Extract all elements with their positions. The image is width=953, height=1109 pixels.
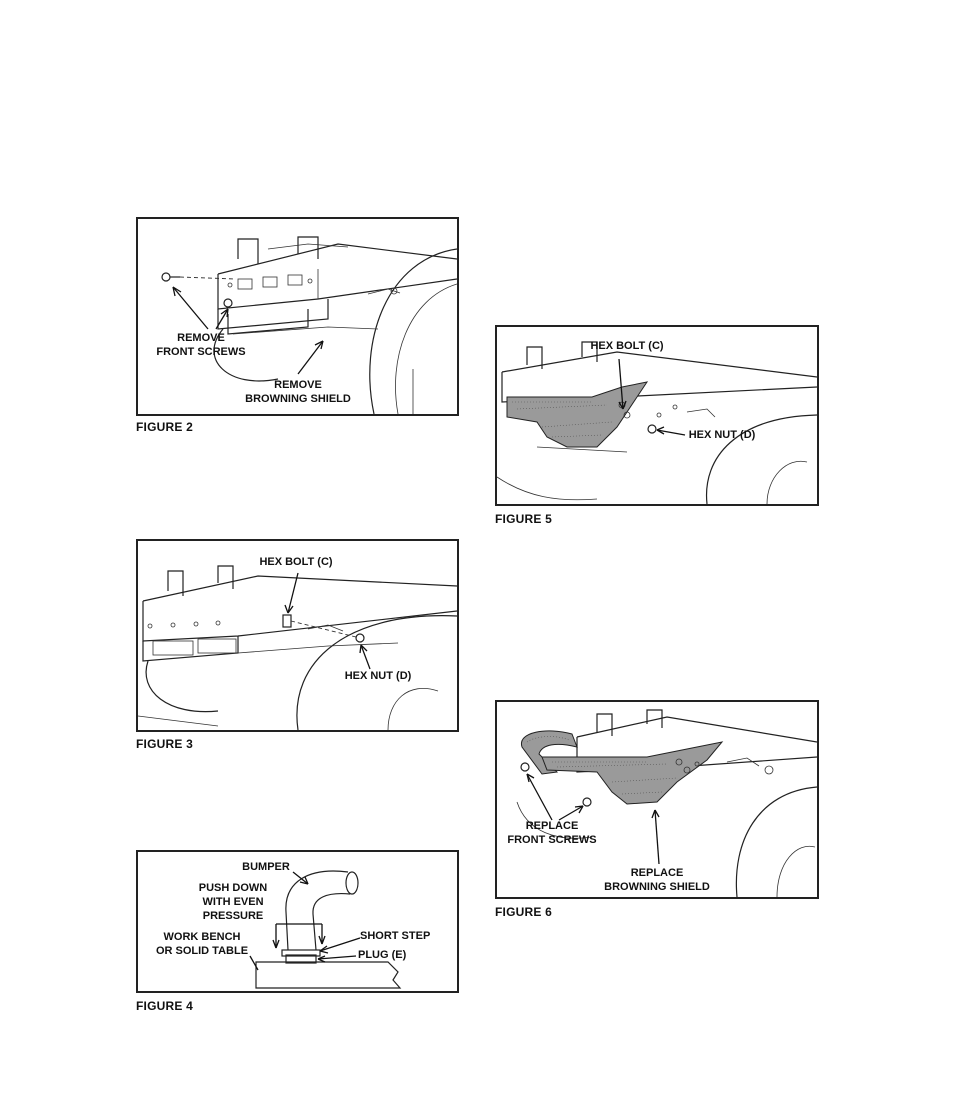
replace-front-screws-label bbox=[497, 819, 607, 847]
replace-browning-shield-label bbox=[597, 866, 717, 894]
figure-2-caption: FIGURE 2 bbox=[136, 420, 193, 434]
figure-6-illustration bbox=[495, 700, 819, 899]
label-line: OR SOLID TABLE bbox=[155, 945, 249, 957]
remove-browning-shield-label bbox=[238, 378, 358, 406]
figure-5-caption: FIGURE 5 bbox=[495, 512, 552, 526]
label-line: REPLACE bbox=[525, 820, 579, 832]
hex-bolt-label: HEX BOLT (C) bbox=[590, 340, 664, 352]
figure-5-illustration bbox=[495, 325, 819, 506]
hex-bolt-label: HEX BOLT (C) bbox=[259, 556, 333, 568]
short-step-label: SHORT STEP bbox=[360, 930, 431, 942]
figure-6-caption: FIGURE 6 bbox=[495, 905, 552, 919]
label-line: REMOVE bbox=[177, 332, 225, 344]
work-bench-label bbox=[152, 930, 252, 958]
figure-3-drawing bbox=[138, 541, 457, 730]
hex-nut-label: HEX NUT (D) bbox=[344, 670, 412, 682]
plug-label: PLUG (E) bbox=[358, 949, 407, 961]
hex-nut-label: HEX NUT (D) bbox=[688, 429, 756, 441]
label-line: REMOVE bbox=[274, 379, 322, 391]
figure-4-caption: FIGURE 4 bbox=[136, 999, 193, 1013]
figure-4-illustration bbox=[136, 850, 459, 993]
label-line: FRONT SCREWS bbox=[507, 834, 597, 846]
figure-3-illustration bbox=[136, 539, 459, 732]
figure-2-illustration bbox=[136, 217, 459, 416]
label-line: WITH EVEN bbox=[202, 896, 264, 908]
label-line: PUSH DOWN bbox=[198, 882, 268, 894]
push-down-label bbox=[188, 881, 278, 923]
label-line: WORK BENCH bbox=[163, 931, 241, 943]
figure-3-caption: FIGURE 3 bbox=[136, 737, 193, 751]
figure-5-drawing bbox=[497, 327, 817, 504]
bumper-label: BUMPER bbox=[242, 861, 290, 873]
label-line: REPLACE bbox=[630, 867, 684, 879]
label-line: BROWNING SHIELD bbox=[245, 393, 351, 405]
label-line: PRESSURE bbox=[202, 910, 264, 922]
remove-front-screws-label bbox=[146, 331, 256, 359]
figure-4-drawing bbox=[138, 852, 457, 991]
label-line: BROWNING SHIELD bbox=[604, 881, 710, 893]
label-line: FRONT SCREWS bbox=[156, 346, 246, 358]
